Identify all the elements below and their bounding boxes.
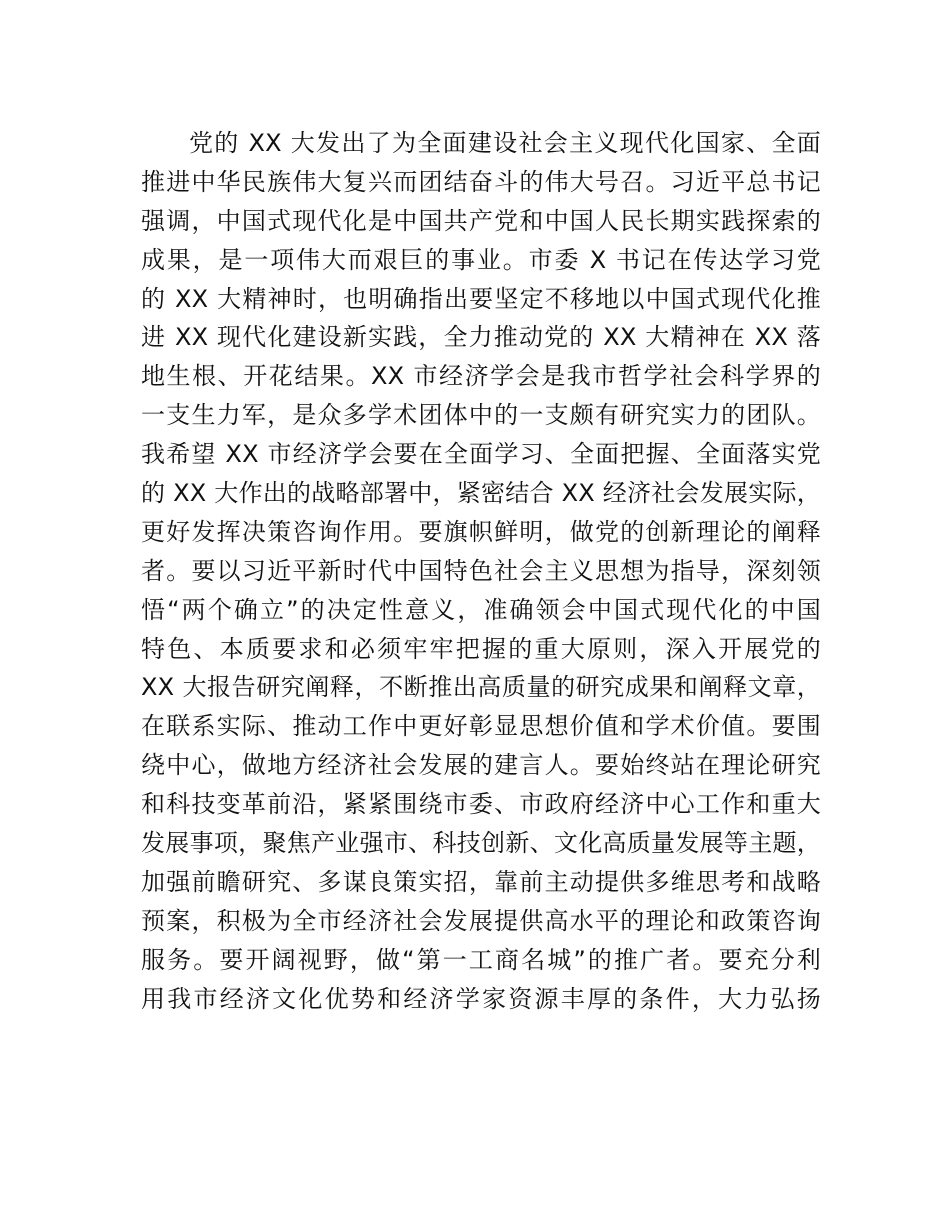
text-line-6: 进 XX 现代化建设新实践，全力推动党的 XX 大精神在 XX 落 [141,323,821,352]
text-line-13: 悟“两个确立”的决定性意义，准确领会中国式现代化的中国 [141,595,821,624]
text-line-2: 推进中华民族伟大复兴而团结奋斗的伟大号召。习近平总书记 [141,167,821,196]
text-line-21: 预案，积极为全市经济社会发展提供高水平的理论和政策咨询 [141,906,821,935]
text-line-9: 我希望 XX 市经济学会要在全面学习、全面把握、全面落实党 [141,440,821,469]
text-line-19: 发展事项，聚焦产业强市、科技创新、文化高质量发展等主题， [141,829,821,858]
text-line-3: 强调，中国式现代化是中国共产党和中国人民长期实践探索的 [141,206,821,235]
text-line-8: 一支生力军，是众多学术团体中的一支颇有研究实力的团队。 [141,401,821,430]
body-paragraph [141,124,821,1018]
text-line-16: 在联系实际、推动工作中更好彰显思想价值和学术价值。要围 [141,712,821,741]
text-line-23: 用我市经济文化优势和经济学家资源丰厚的条件，大力弘扬 [141,984,821,1013]
text-line-15: XX 大报告研究阐释，不断推出高质量的研究成果和阐释文章， [141,673,821,702]
text-line-20: 加强前瞻研究、多谋良策实招，靠前主动提供多维思考和战略 [141,867,821,896]
text-line-14: 特色、本质要求和必须牢牢把握的重大原则，深入开展党的 [141,634,821,663]
text-line-12: 者。要以习近平新时代中国特色社会主义思想为指导，深刻领 [141,556,821,585]
text-line-7: 地生根、开花结果。XX 市经济学会是我市哲学社会科学界的 [141,362,821,391]
text-line-1: 党的 XX 大发出了为全面建设社会主义现代化国家、全面 [189,129,821,157]
text-line-5: 的 XX 大精神时，也明确指出要坚定不移地以中国式现代化推 [141,284,821,313]
text-line-4: 成果，是一项伟大而艰巨的事业。市委 X 书记在传达学习党 [141,245,821,274]
text-line-10: 的 XX 大作出的战略部署中，紧密结合 XX 经济社会发展实际， [141,479,821,508]
text-line-11: 更好发挥决策咨询作用。要旗帜鲜明，做党的创新理论的阐释 [141,517,821,546]
text-line-22: 服务。要开阔视野，做“第一工商名城”的推广者。要充分利 [141,945,821,974]
text-line-17: 绕中心，做地方经济社会发展的建言人。要始终站在理论研究 [141,751,821,780]
text-line-18: 和科技变革前沿，紧紧围绕市委、市政府经济中心工作和重大 [141,790,821,819]
